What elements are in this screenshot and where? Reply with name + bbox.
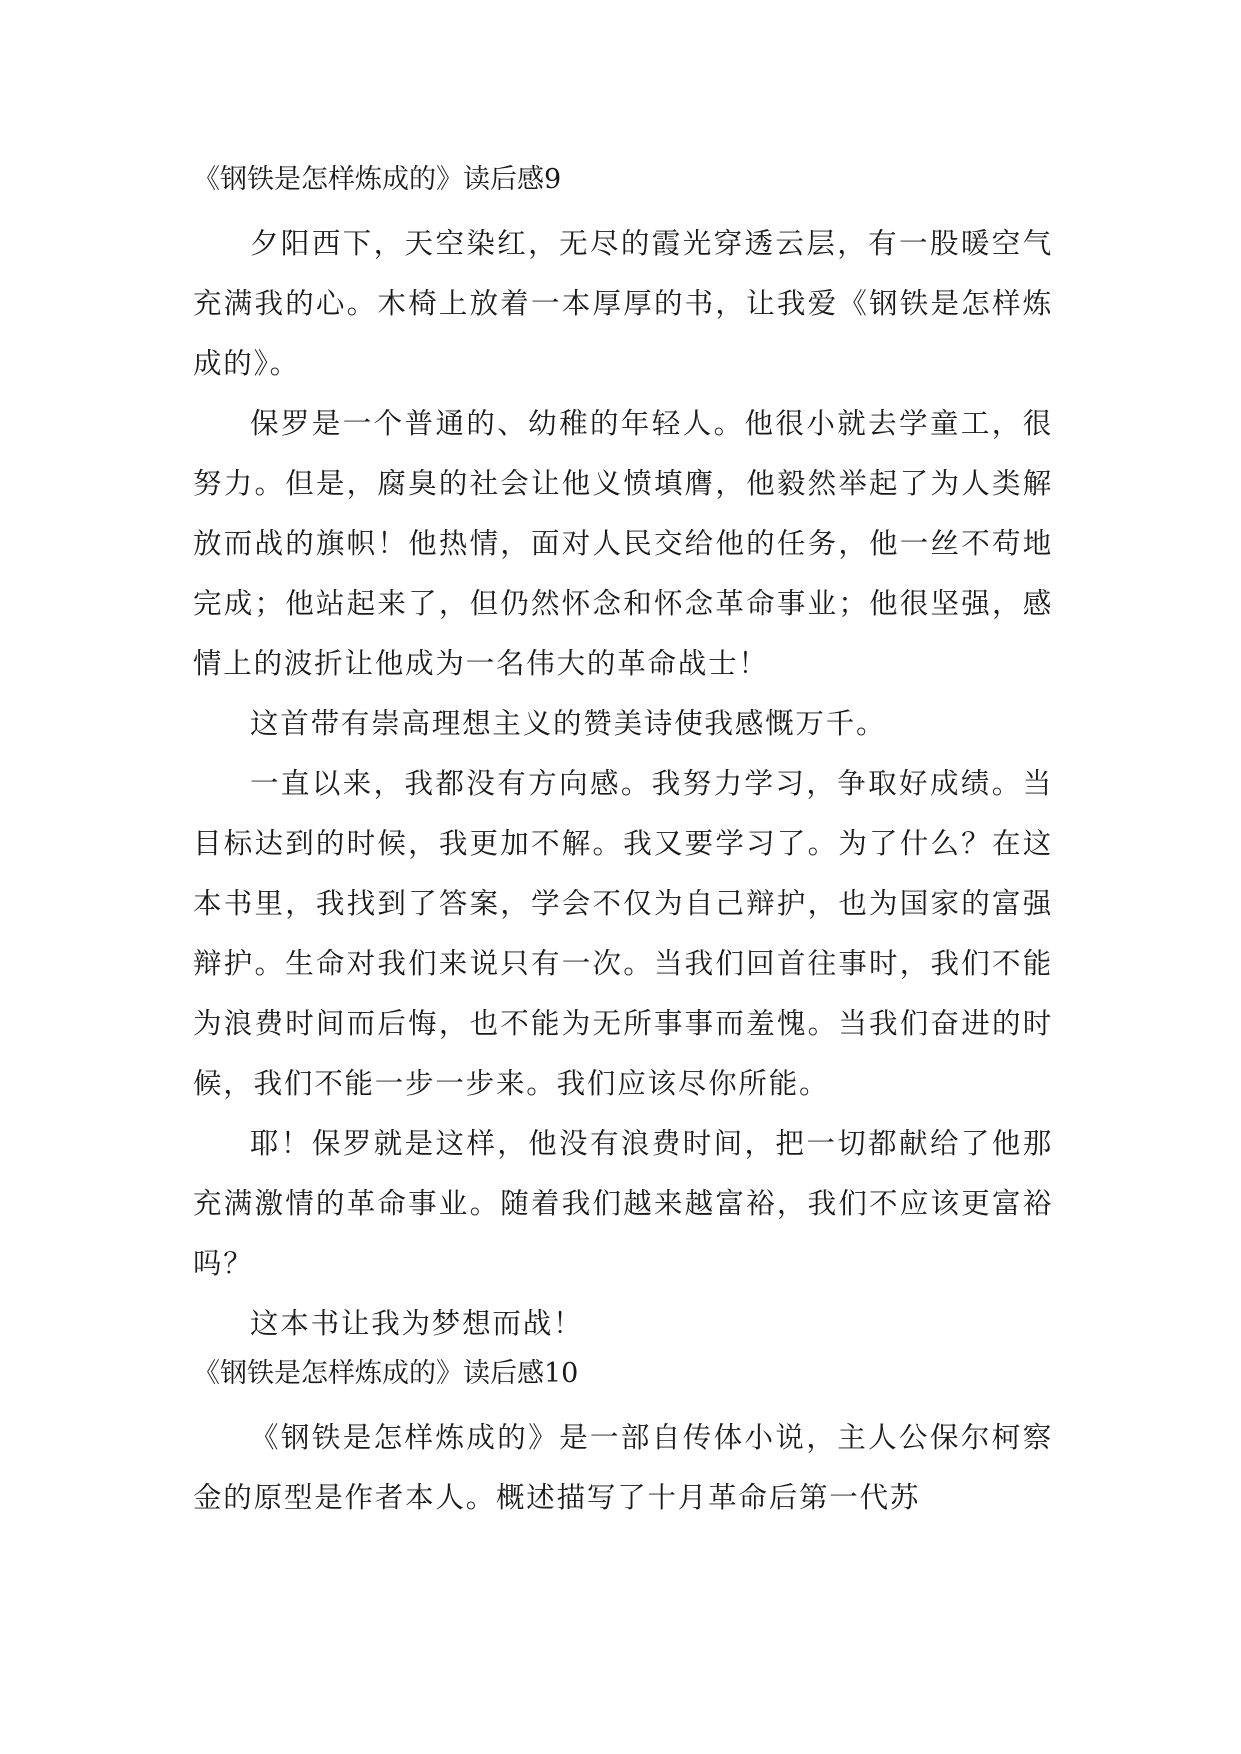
section-title: 《钢铁是怎样炼成的》读后感9 [193,164,562,195]
paragraph: 夕阳西下，天空染红，无尽的霞光穿透云层，有一股暖空气充满我的心。木椅上放着一本厚厚的书，让我爱《钢铁是怎样炼成的》。 [193,227,1053,380]
paragraph: 《钢铁是怎样炼成的》是一部自传体小说，主人公保尔柯察金的原型是作者本人。概述描写了十月革命后第一代苏 [193,1421,1053,1514]
section-title: 《钢铁是怎样炼成的》读后感10 [193,1358,579,1389]
paragraph: 保罗是一个普通的、幼稚的年轻人。他很小就去学童工，很努力。但是，腐臭的社会让他义愤填膺，他毅然举起了为人类解放而战的旗帜！他热情，面对人民交给他的任务，他一丝不苟地完成；他站起来了，但仍然怀念和怀念革命事业；他很坚强，感情上的波折让他成为一名伟大的革命战士！ [193,407,1053,680]
paragraph: 一直以来，我都没有方向感。我努力学习，争取好成绩。当目标达到的时候，我更加不解。我又要学习了。为了什么？在这本书里，我找到了答案，学会不仅为自己辩护，也为国家的富强辩护。生命对我们来说只有一次。当我们回首往事时，我们不能为浪费时间而后悔，也不能为无所事事而羞愧。当我们奋进的时候，我们不能一步一步来。我们应该尽你所能。 [193,767,1053,1100]
document-page [193,160,1053,1528]
paragraph: 耶！保罗就是这样，他没有浪费时间，把一切都献给了他那充满激情的革命事业。随着我们越来越富裕，我们不应该更富裕吗？ [193,1127,1053,1280]
paragraph: 这本书让我为梦想而战！ [250,1307,584,1340]
paragraph: 这首带有崇高理想主义的赞美诗使我感慨万千。 [250,707,887,740]
